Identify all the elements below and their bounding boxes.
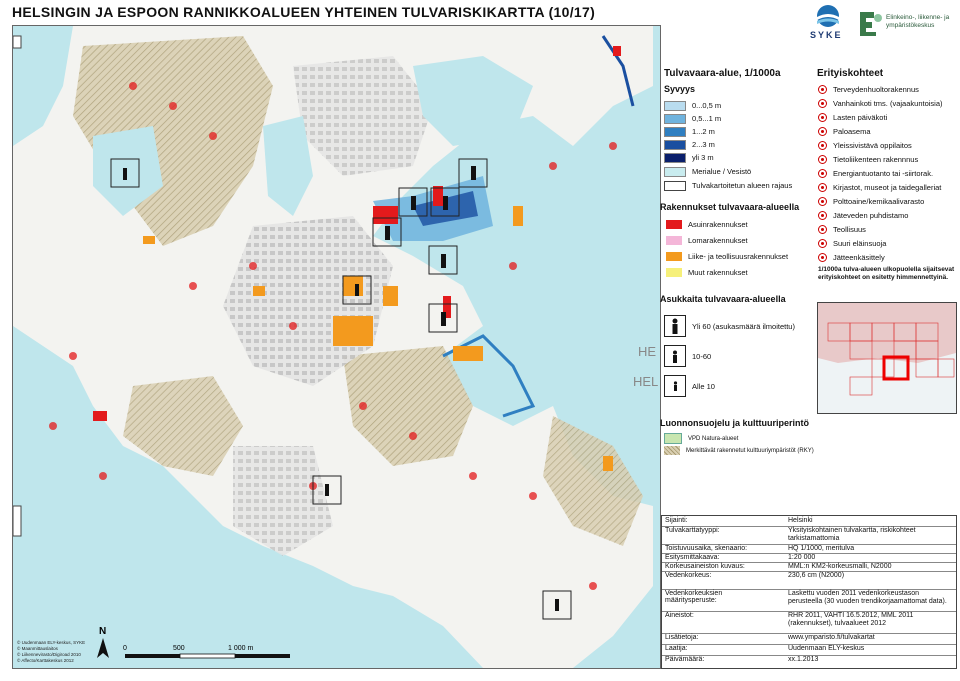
fuel-storage-icon <box>818 197 827 206</box>
syke-logo-text: SYKE <box>810 30 843 40</box>
special-label: Teollisuus <box>833 225 866 234</box>
depth-swatch <box>664 140 686 150</box>
animal-shelter-icon <box>818 239 827 248</box>
special-label: Energiantuotanto tai -siirtorak. <box>833 169 934 178</box>
special-title: Erityiskohteet <box>817 68 884 79</box>
depth-title: Syvyys <box>664 84 696 94</box>
special-label: Suuri eläinsuoja <box>833 239 887 248</box>
special-label: Tietoliikenteen rakennnus <box>833 155 919 164</box>
people-label: Alle 10 <box>692 381 715 391</box>
info-key: Vedenkorkeuksien määritysperuste: <box>665 590 723 604</box>
nature-title: Luonnonsuojelu ja kulttuuriperintö <box>660 418 809 428</box>
ely-logo-icon <box>856 8 884 38</box>
building-row <box>666 267 748 278</box>
info-key: Päivämäärä: <box>665 656 705 663</box>
syke-logo-icon <box>808 2 848 30</box>
special-row <box>818 140 912 151</box>
special-label: Jäteveden puhdistamo <box>833 211 909 220</box>
map-label-hel: HEL <box>633 374 659 389</box>
fire-station-icon <box>818 127 827 136</box>
info-row <box>662 611 956 634</box>
people-title: Asukkaita tulvavaara-alueella <box>660 294 786 304</box>
school-icon <box>818 141 827 150</box>
info-value: MML:n KM2-korkeusmalli, N2000 <box>788 563 892 570</box>
edge-box-top <box>13 36 21 48</box>
depth-swatch <box>664 127 686 137</box>
info-key: Korkeusaineiston kuvaus: <box>665 563 745 570</box>
edge-box <box>13 506 21 536</box>
survey-swatch <box>664 181 686 191</box>
wastewater-icon <box>818 211 827 220</box>
sea-swatch <box>664 167 686 177</box>
building-swatch <box>666 268 682 277</box>
rky-swatch <box>664 446 680 455</box>
survey-row <box>664 180 792 191</box>
health-icon <box>818 85 827 94</box>
nature-row <box>664 433 738 444</box>
nature-label: Merkittävät rakennetut kulttuuriympäristöt (RKY) <box>686 447 814 454</box>
info-value: Yksityiskohtainen tulvakartta, riskikohteet tarkistamattomia <box>788 527 916 542</box>
special-row <box>818 126 871 137</box>
special-label: Yleissivistävä oppilaitos <box>833 141 912 150</box>
building-label: Asuinrakennukset <box>688 220 748 229</box>
scale-tick-500: 500 <box>173 645 185 652</box>
map-canvas <box>13 26 660 668</box>
people-label: 10-60 <box>692 351 712 361</box>
depth-label: 0,5...1 m <box>692 114 722 123</box>
info-value: RHR 2011, VAHTI 16.5.2012, MML 2011 (rakennukset), tulvaalueet 2012 <box>788 612 914 627</box>
special-row <box>818 210 908 221</box>
buildings-title: Rakennukset tulvavaara-alueella <box>660 202 800 212</box>
building-swatch <box>666 252 682 261</box>
building-row <box>666 235 748 246</box>
depth-swatch <box>664 153 686 163</box>
building-swatch <box>666 220 682 229</box>
info-value: xx.1.2013 <box>788 656 819 663</box>
scale-tick-0: 0 <box>123 645 127 652</box>
building-label: Lomarakennukset <box>688 236 748 245</box>
copyright-line: © Affecto/Karttakeskus 2012 <box>17 658 74 663</box>
north-label: N <box>99 626 107 637</box>
depth-row <box>664 113 721 124</box>
depth-swatch <box>664 114 686 124</box>
special-label: Lasten päiväkoti <box>833 113 888 122</box>
depth-label: 2...3 m <box>692 140 715 149</box>
person-large-icon <box>664 315 686 337</box>
people-row <box>664 314 795 338</box>
info-value: Helsinki <box>788 517 813 524</box>
special-row <box>818 98 943 109</box>
special-row <box>818 182 941 193</box>
copyright-line: © Liikennevirasto/Digiroad 2010 <box>17 652 81 657</box>
depth-row <box>664 152 714 163</box>
map-legend <box>660 62 960 502</box>
scale-tick-1000: 1 000 m <box>228 645 254 652</box>
depth-swatch <box>664 101 686 111</box>
overview-canvas <box>818 303 956 413</box>
energy-icon <box>818 169 827 178</box>
map-label-he: HE <box>638 344 657 359</box>
depth-row <box>664 139 715 150</box>
industry-icon <box>818 225 827 234</box>
depth-label: 0...0,5 m <box>692 101 722 110</box>
info-key: Laatija: <box>665 645 688 652</box>
special-row <box>818 112 887 123</box>
info-value: Laskettu vuoden 2011 vedenkorkeustason perusteella (30 vuoden trendikorjaamattomat data). <box>788 590 947 605</box>
info-key: Toistuvuusaika, skenaario: <box>665 545 748 552</box>
copyright-line: © Uudenmaan ELY-keskus, SYKE <box>17 640 86 645</box>
info-row <box>662 589 956 612</box>
map-title: HELSINGIN JA ESPOON RANNIKKOALUEEN YHTEINEN TULVARISKIKARTTA (10/17) <box>12 4 596 20</box>
info-value: HQ 1/1000, meritulva <box>788 545 855 552</box>
special-row <box>818 252 885 263</box>
info-row <box>662 526 956 545</box>
nature-row <box>664 445 814 456</box>
person-small-icon <box>664 375 686 397</box>
special-note: 1/1000a tulva-alueen ulkopuolella sijaitsevat erityiskohteet on esitetty himmennettyinä. <box>818 266 955 281</box>
copyright-line: © Maanmittauslaitos <box>17 646 58 651</box>
special-label: Polttoaine/kemikaalivarasto <box>833 197 925 206</box>
building-row <box>666 219 748 230</box>
info-key: Lisätietoja: <box>665 634 699 641</box>
info-value: Uudenmaan ELY-keskus <box>788 645 865 652</box>
people-label: Yli 60 (asukasmäärä ilmoitettu) <box>692 321 795 331</box>
depth-label: 1...2 m <box>692 127 715 136</box>
info-key: Vedenkorkeus: <box>665 572 712 579</box>
depth-row <box>664 100 721 111</box>
info-value: 1:20 000 <box>788 554 816 561</box>
telecom-icon <box>818 155 827 164</box>
info-table <box>661 515 957 669</box>
logos <box>800 2 960 42</box>
people-row <box>664 374 715 398</box>
special-label: Terveydenhuoltorakennus <box>833 85 919 94</box>
ely-logo-text: Elinkeino-, liikenne- ja ympäristökeskus <box>886 14 950 29</box>
building-swatch <box>666 236 682 245</box>
special-row <box>818 196 924 207</box>
info-key: Tulvakarttatyyppi: <box>665 527 720 534</box>
info-value[interactable]: www.ymparisto.fi/tulvakartat <box>788 634 875 641</box>
flood-legend-title: Tulvavaara-alue, 1/1000a <box>664 68 781 79</box>
special-row <box>818 154 918 165</box>
people-row <box>664 344 711 368</box>
info-row <box>662 571 956 590</box>
special-label: Kirjastot, museot ja taidegalleriat <box>833 183 942 192</box>
info-key: Sijainti: <box>665 517 688 524</box>
library-icon <box>818 183 827 192</box>
daycare-icon <box>818 113 827 122</box>
special-label: Jätteenkäsittely <box>833 253 885 262</box>
info-row <box>662 655 956 667</box>
info-value: 230,6 cm (N2000) <box>788 572 845 579</box>
sea-row <box>664 166 751 177</box>
special-label: Vanhainkoti tms. (vajaakuntoisia) <box>833 99 943 108</box>
nature-label: VPD Natura-alueet <box>688 435 739 442</box>
special-row <box>818 168 933 179</box>
building-row <box>666 251 788 262</box>
waste-handling-icon <box>818 253 827 262</box>
sea-label: Merialue / Vesistö <box>692 167 752 176</box>
natura-swatch <box>664 433 682 444</box>
person-medium-icon <box>664 345 686 367</box>
overview-map[interactable] <box>817 302 957 414</box>
info-key: Esitysmittakaava: <box>665 554 720 561</box>
elderly-home-icon <box>818 99 827 108</box>
special-row <box>818 84 919 95</box>
info-key: Aineistot: <box>665 612 694 619</box>
flood-map[interactable] <box>12 25 661 669</box>
special-row <box>818 224 866 235</box>
building-label: Liike- ja teollisuusrakennukset <box>688 252 789 261</box>
building-label: Muut rakennukset <box>688 268 748 277</box>
special-row <box>818 238 886 249</box>
survey-label: Tulvakartoitetun alueen rajaus <box>692 181 793 190</box>
depth-label: yli 3 m <box>692 153 714 162</box>
depth-row <box>664 126 715 137</box>
special-label: Paloasema <box>833 127 871 136</box>
